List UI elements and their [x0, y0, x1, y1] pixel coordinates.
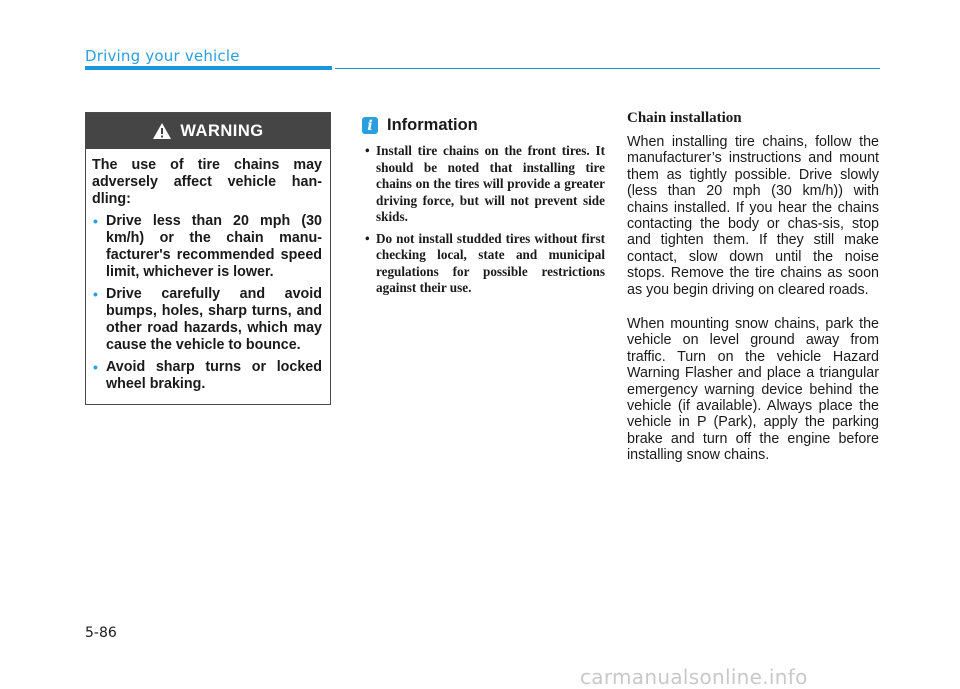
warning-list — [92, 213, 322, 393]
header-rule-accent — [85, 66, 332, 70]
information-item: • Do not install studded tires without first checking local, state and municipal regulations for possible restrictions against their use. — [365, 230, 605, 295]
section-title: Driving your vehicle — [85, 47, 240, 65]
warning-item: • Avoid sharp turns or locked wheel braking. — [93, 359, 322, 392]
chain-installation-paragraph: When installing tire chains, follow the manufacturer’s instructions and mount them as tightly possible. Drive slowly (less than 20 mph (30 km/h)) with chains installed. If you hear the chains contacting the body or chas-sis, stop and tighten them. If they still make contact, slow down until the noise stops. Remove the tire chains as soon as you begin driving on cleared roads. — [627, 134, 879, 298]
information-list — [365, 143, 605, 302]
warning-header — [86, 113, 330, 149]
chain-installation-title: Chain installation — [627, 110, 742, 126]
warning-box — [85, 112, 331, 405]
warning-intro: The use of tire chains may adversely affect vehicle han-dling: — [92, 157, 322, 207]
warning-item: • Drive carefully and avoid bumps, holes, sharp turns, and other road hazards, which may cause the vehicle to bounce. — [93, 286, 322, 353]
warning-item: • Drive less than 20 mph (30 km/h) or the chain manu-facturer's recommended speed limit, whichever is lower. — [93, 213, 322, 280]
header-rule — [335, 68, 880, 69]
page-number: 5-86 — [85, 625, 117, 641]
bullet-icon: • — [365, 143, 370, 158]
chain-installation-paragraph: When mounting snow chains, park the vehicle on level ground away from traffic. Turn on the vehicle Hazard Warning Flasher and place a triangular emergency warning device behind the vehicle (if available). Always place the vehicle in P (Park), apply the parking brake and turn off the engine before installing snow chains. — [627, 316, 879, 464]
bullet-icon: • — [93, 359, 98, 375]
info-icon: i — [362, 117, 378, 134]
information-title: Information — [387, 116, 478, 134]
warning-title: WARNING — [180, 121, 264, 140]
warning-triangle-icon — [152, 122, 172, 140]
bullet-icon: • — [93, 286, 98, 302]
bullet-icon: • — [365, 230, 370, 246]
warning-body — [86, 149, 330, 393]
watermark: carmanualsonline.info — [580, 665, 808, 689]
information-item: • Install tire chains on the front tires. It should be noted that installing tire chains on the tires will provide a greater driving force, but will not prevent side skids. — [365, 143, 605, 224]
information-heading — [362, 116, 478, 135]
bullet-icon: • — [93, 213, 98, 229]
